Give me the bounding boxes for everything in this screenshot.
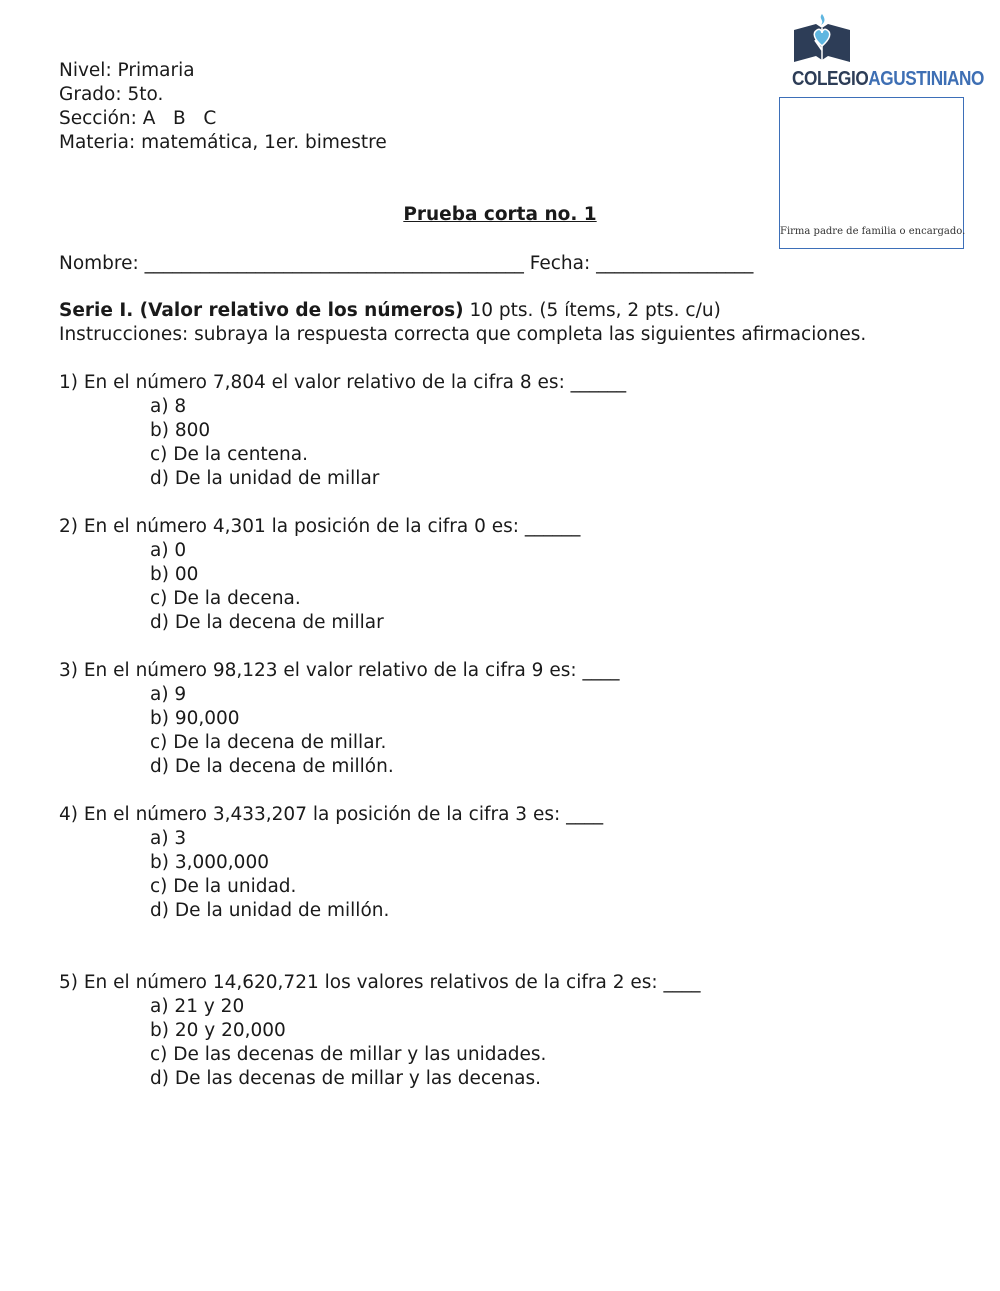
question-text: 4) En el número 3,433,207 la posición de la cifra 3 es: ____ <box>59 804 604 825</box>
school-logo <box>792 12 984 96</box>
answer-option[interactable]: a) 21 y 20 <box>150 996 245 1017</box>
question-text: 3) En el número 98,123 el valor relativo de la cifra 9 es: ____ <box>59 660 620 681</box>
book-heart-icon <box>792 12 852 68</box>
answer-option[interactable]: d) De la unidad de millar <box>150 468 380 489</box>
answer-option[interactable]: b) 20 y 20,000 <box>150 1020 286 1041</box>
serie-points: 10 pts. (5 ítems, 2 pts. c/u) <box>463 300 721 321</box>
answer-option[interactable]: b) 800 <box>150 420 211 441</box>
seccion-text: Sección: A B C <box>59 108 217 129</box>
instructions-text: Instrucciones: subraya la respuesta correcta que completa las siguientes afirmaciones. <box>59 324 867 345</box>
answer-option[interactable]: d) De la decena de millón. <box>150 756 394 777</box>
answer-option[interactable]: a) 8 <box>150 396 187 417</box>
answer-option[interactable]: d) De la unidad de millón. <box>150 900 390 921</box>
answer-option[interactable]: a) 0 <box>150 540 187 561</box>
answer-option[interactable]: b) 3,000,000 <box>150 852 269 873</box>
answer-option[interactable]: a) 3 <box>150 828 187 849</box>
question-text: 2) En el número 4,301 la posición de la cifra 0 es: ______ <box>59 516 581 537</box>
question-text: 1) En el número 7,804 el valor relativo de la cifra 8 es: ______ <box>59 372 627 393</box>
answer-option[interactable]: c) De la decena. <box>150 588 301 609</box>
logo-wordmark: COLEGIOAGUSTINIANO <box>792 68 984 90</box>
answer-option[interactable]: c) De las decenas de millar y las unidades. <box>150 1044 547 1065</box>
answer-option[interactable]: d) De las decenas de millar y las decenas. <box>150 1068 541 1089</box>
materia-text: Materia: matemática, 1er. bimestre <box>59 132 387 153</box>
question-text: 5) En el número 14,620,721 los valores relativos de la cifra 2 es: ____ <box>59 972 701 993</box>
serie-title: Serie I. (Valor relativo de los números) <box>59 300 464 321</box>
answer-option[interactable]: b) 90,000 <box>150 708 240 729</box>
signature-label: Firma padre de familia o encargado. <box>780 226 966 237</box>
answer-option[interactable]: c) De la decena de millar. <box>150 732 387 753</box>
answer-option[interactable]: a) 9 <box>150 684 187 705</box>
answer-option[interactable]: b) 00 <box>150 564 199 585</box>
grado-text: Grado: 5to. <box>59 84 164 105</box>
name-date-line: Nombre: _________________________________________ Fecha: _________________ <box>59 253 754 274</box>
page-title: Prueba corta no. 1 <box>403 204 597 225</box>
answer-option[interactable]: c) De la unidad. <box>150 876 297 897</box>
answer-option[interactable]: c) De la centena. <box>150 444 308 465</box>
answer-option[interactable]: d) De la decena de millar <box>150 612 384 633</box>
nivel-text: Nivel: Primaria <box>59 60 195 81</box>
serie-heading <box>59 299 721 323</box>
